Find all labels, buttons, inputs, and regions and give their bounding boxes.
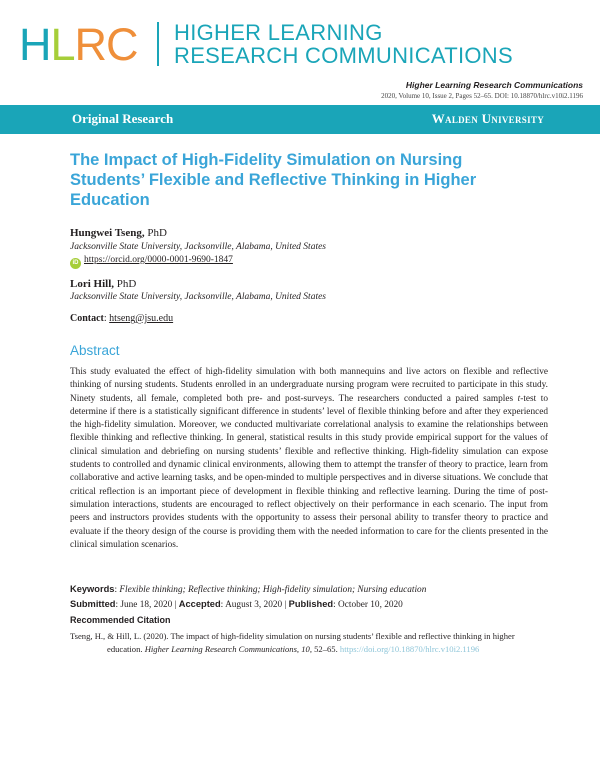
keywords-list: Flexible thinking; Reflective thinking; High-fidelity simulation; Nursing education	[119, 585, 427, 595]
section-label: Original Research	[72, 111, 174, 126]
section-banner	[0, 105, 600, 134]
dates-line: Submitted: June 18, 2020 | Accepted: August 3, 2020 | Published: October 10, 2020	[70, 599, 403, 610]
accepted-date: August 3, 2020	[225, 600, 283, 610]
author-2-name: Lori Hill,	[70, 278, 114, 290]
abstract-part-1: This study evaluated the effect of high-fidelity simulation with both mannequins and live actors on flexible and reflective thinking of nursing students. Students enrolled in an undergraduate nursing program were recruited to participate in this study. Ninety students, all female, completed both pre- and post-surveys. The researchers conducted a paired samples	[70, 367, 548, 404]
recommended-citation-heading: Recommended Citation	[70, 615, 171, 625]
abstract-part-2: -test to determine if there is a statistically significant difference in students’ level of flexible thinking before and after they experienced the high-fidelity simulation. Moreover, we conducted multivariate correlational analysis to examine the relationships between flexible thinking and reflective thinking. In general, statistical results in this study provide empirical support for the values of clinical simulation and debriefing on nursing students’ flexible and reflective thinking. High-fidelity simulation can expose students to controlled and dynamic clinical environments, allowing them to attempt the transfer of theory to practice, learn from collaborative and active learning tasks, and be open-minded to multiple perspectives and in diverse situations. We conclude that critical reflection is an important piece of development in flexible thinking and reflective learning. During the time of post-simulation interactions, students are encouraged to reflect objectively on their performance in each scenario. The input from peers and instructors provides students with the opportunity to assess their personal ability to transfer theory to practice and evaluate if the theory design of the course is providing them with the needed information to care for the clients presented in the clinical simulation scenarios.	[70, 393, 549, 550]
logo-line-2: RESEARCH COMMUNICATIONS	[174, 43, 513, 68]
logo-line-1: HIGHER LEARNING	[174, 20, 383, 45]
keywords-label: Keywords	[70, 584, 115, 594]
abstract-t-symbol: t	[517, 393, 521, 404]
author-2-degree: PhD	[116, 278, 137, 290]
keywords-line: Keywords: Flexible thinking; Reflective thinking; High-fidelity simulation; Nursing education	[70, 584, 427, 595]
citation-line-1: Tseng, H., & Hill, L. (2020). The impact of high-fidelity simulation on nursing students’ flexible and reflective thinking in higher	[70, 631, 515, 641]
author-2	[70, 278, 136, 291]
logo-divider	[157, 22, 159, 66]
author-2-affiliation: Jacksonville State University, Jacksonville, Alabama, United States	[70, 292, 326, 302]
citation-text	[70, 630, 548, 655]
author-1	[70, 227, 167, 240]
author-1-degree: PhD	[147, 227, 167, 239]
contact-label: Contact	[70, 313, 104, 324]
logo-letters	[19, 20, 138, 70]
logo-letter-h: H	[19, 19, 51, 70]
article-title: The Impact of High-Fidelity Simulation on Nursing Students’ Flexible and Reflective Thinking in Higher Education	[70, 151, 477, 209]
logo-wordmark	[174, 21, 513, 67]
citation-pre: education.	[107, 643, 145, 654]
citation-doi-link[interactable]: https://doi.org/10.18870/hlrc.v10i2.1196	[339, 643, 480, 654]
submitted-label: Submitted	[70, 599, 116, 609]
citation-journal: Higher Learning Research Communications, 10	[144, 643, 310, 654]
published-date: October 10, 2020	[338, 600, 403, 610]
logo-letter-c: C	[106, 19, 138, 70]
orcid-icon: iD	[70, 258, 81, 269]
submitted-date: June 18, 2020	[120, 600, 173, 610]
logo-letter-l: L	[50, 19, 75, 70]
author-1-orcid	[70, 254, 233, 269]
logo-letter-r: R	[74, 19, 107, 70]
citation-line-2	[70, 643, 548, 656]
abstract-text	[70, 366, 548, 552]
abstract-heading: Abstract	[70, 343, 120, 358]
journal-name: Higher Learning Research Communications	[405, 80, 583, 90]
contact-email-link[interactable]: htseng@jsu.edu	[109, 313, 174, 324]
journal-header	[381, 80, 583, 101]
publisher-label: Walden University	[431, 111, 544, 126]
contact-line: Contact: htseng@jsu.edu	[70, 313, 174, 324]
author-1-affiliation: Jacksonville State University, Jacksonville, Alabama, United States	[70, 242, 326, 252]
accepted-label: Accepted	[178, 599, 221, 609]
journal-issue: 2020, Volume 10, Issue 2, Pages 52–65. DOI: 10.18870/hlrc.v10i2.1196	[381, 92, 583, 100]
citation-post: , 52–65.	[309, 643, 340, 654]
orcid-link[interactable]: https://orcid.org/0000-0001-9690-1847	[84, 255, 233, 265]
published-label: Published	[288, 599, 334, 609]
author-1-name: Hungwei Tseng,	[70, 227, 145, 239]
